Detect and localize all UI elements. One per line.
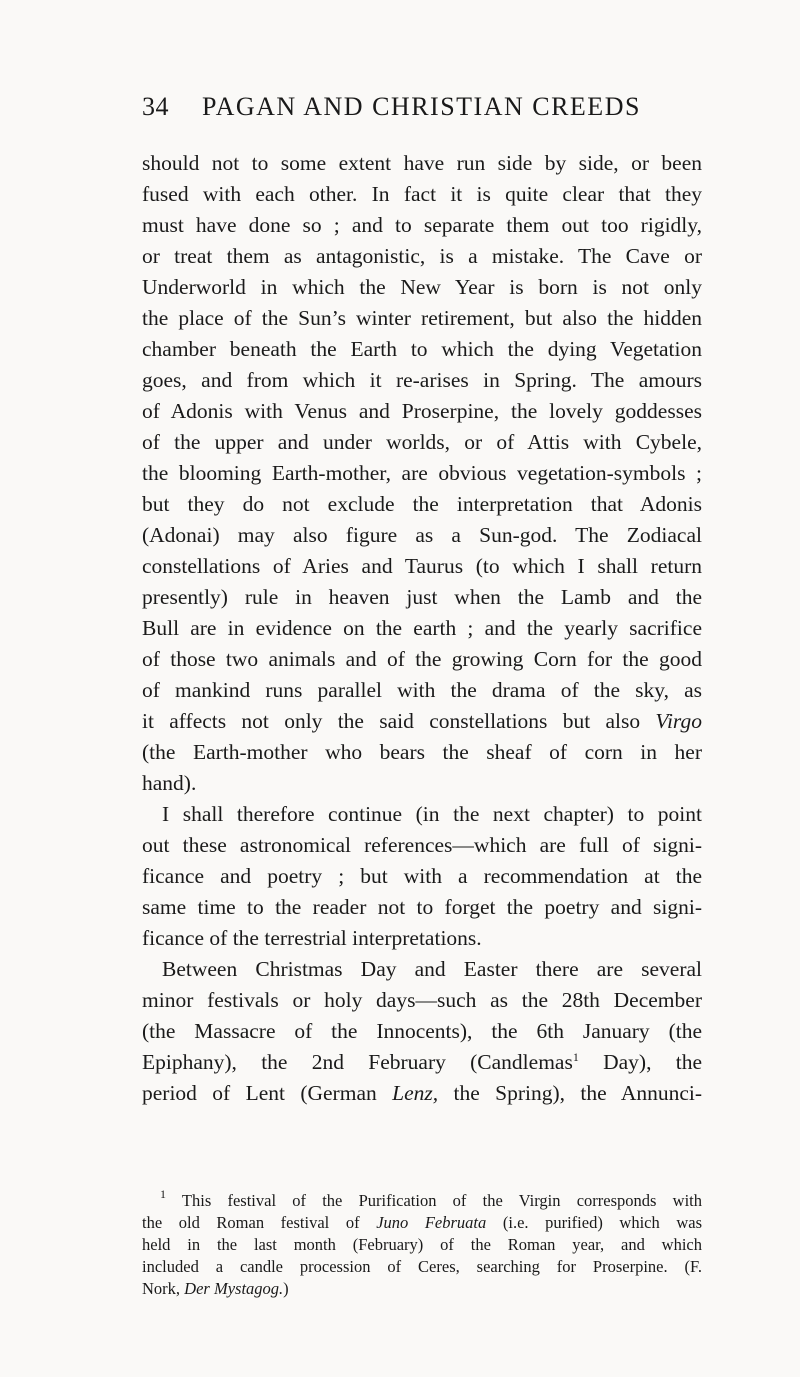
text-segment: it affects not only the said constellations but also (142, 709, 641, 733)
text-line: of Adonis with Venus and Proserpine, the lovely goddesses (142, 399, 702, 423)
text-line: (the Earth-mother who bears the sheaf of corn in her (142, 740, 702, 764)
text-line-with-italic (142, 706, 702, 737)
text-line: ficance of the terrestrial interpretations. (142, 926, 482, 950)
body-text (142, 148, 702, 1109)
text-segment: ) (283, 1279, 289, 1298)
text-line: should not to some extent have run side by side, or been (142, 151, 702, 175)
text-line-with-footnote (142, 1047, 702, 1078)
text-line-with-italic (142, 1078, 702, 1109)
footnote-line (142, 1278, 702, 1300)
text-line: chamber beneath the Earth to which the dying Vegetation (142, 337, 702, 361)
italic-term-lenz: Lenz, (392, 1081, 439, 1105)
footnote-line (142, 1212, 702, 1234)
text-line: out these astronomical references—which are full of signi- (142, 833, 702, 857)
page-header (142, 92, 702, 132)
text-line: the blooming Earth-mother, are obvious vegetation-symbols ; (142, 461, 702, 485)
running-head: PAGAN AND CHRISTIAN CREEDS (202, 92, 641, 121)
text-line: hand). (142, 771, 197, 795)
text-line: Bull are in evidence on the earth ; and the yearly sacrifice (142, 616, 702, 640)
footnote-line (142, 1187, 702, 1212)
text-line: but they do not exclude the interpretation that Adonis (142, 492, 702, 516)
text-segment: period of Lent (German (142, 1081, 377, 1105)
text-segment: This festival of the Purification of the Virgin corresponds with (181, 1191, 702, 1210)
text-line: of mankind runs parallel with the drama of the sky, as (142, 678, 702, 702)
text-line: fused with each other. In fact it is quite clear that they (142, 182, 702, 206)
text-line: presently) rule in heaven just when the Lamb and the (142, 585, 702, 609)
text-line: must have done so ; and to separate them out too rigidly, (142, 213, 702, 237)
text-segment: Day), the (603, 1050, 702, 1074)
text-line: minor festivals or holy days—such as the 28th December (142, 988, 702, 1012)
text-line: I shall therefore continue (in the next chapter) to point (162, 802, 702, 826)
footnote-marker: 1 (160, 1187, 166, 1201)
text-line: or treat them as antagonistic, is a mistake. The Cave or (142, 244, 702, 268)
text-line: (Adonai) may also figure as a Sun-god. The Zodiacal (142, 523, 702, 547)
text-line: constellations of Aries and Taurus (to which I shall return (142, 554, 702, 578)
page-number: 34 (142, 92, 169, 121)
footnotes (142, 1187, 702, 1300)
footnote-line: included a candle procession of Ceres, searching for Proserpine. (F. (142, 1257, 702, 1276)
text-line: goes, and from which it re-arises in Spring. The amours (142, 368, 702, 392)
text-segment: (i.e. purified) which was (502, 1213, 702, 1232)
footnote-reference[interactable]: 1 (572, 1050, 579, 1064)
italic-term-virgo: Virgo (655, 709, 703, 733)
text-segment: Epiphany), the 2nd February (Candlemas (142, 1050, 573, 1074)
text-line: of the upper and under worlds, or of Attis with Cybele, (142, 430, 702, 454)
text-line: Between Christmas Day and Easter there are several (162, 957, 702, 981)
text-segment: the old Roman festival of (142, 1213, 360, 1232)
text-line: same time to the reader not to forget the poetry and signi- (142, 895, 702, 919)
text-segment: the Spring), the Annunci- (453, 1081, 703, 1105)
text-line: Underworld in which the New Year is born is not only (142, 275, 702, 299)
italic-term-der-mystagog: Der Mystagog. (184, 1279, 284, 1298)
text-line: of those two animals and of the growing Corn for the good (142, 647, 702, 671)
text-line: (the Massacre of the Innocents), the 6th January (the (142, 1019, 702, 1043)
text-segment: Nork, (142, 1279, 181, 1298)
text-line: ficance and poetry ; but with a recommendation at the (142, 864, 702, 888)
italic-term-juno-februata: Juno Februata (376, 1213, 487, 1232)
footnote-line: held in the last month (February) of the Roman year, and which (142, 1235, 702, 1254)
text-line: the place of the Sun’s winter retirement, but also the hidden (142, 306, 702, 330)
